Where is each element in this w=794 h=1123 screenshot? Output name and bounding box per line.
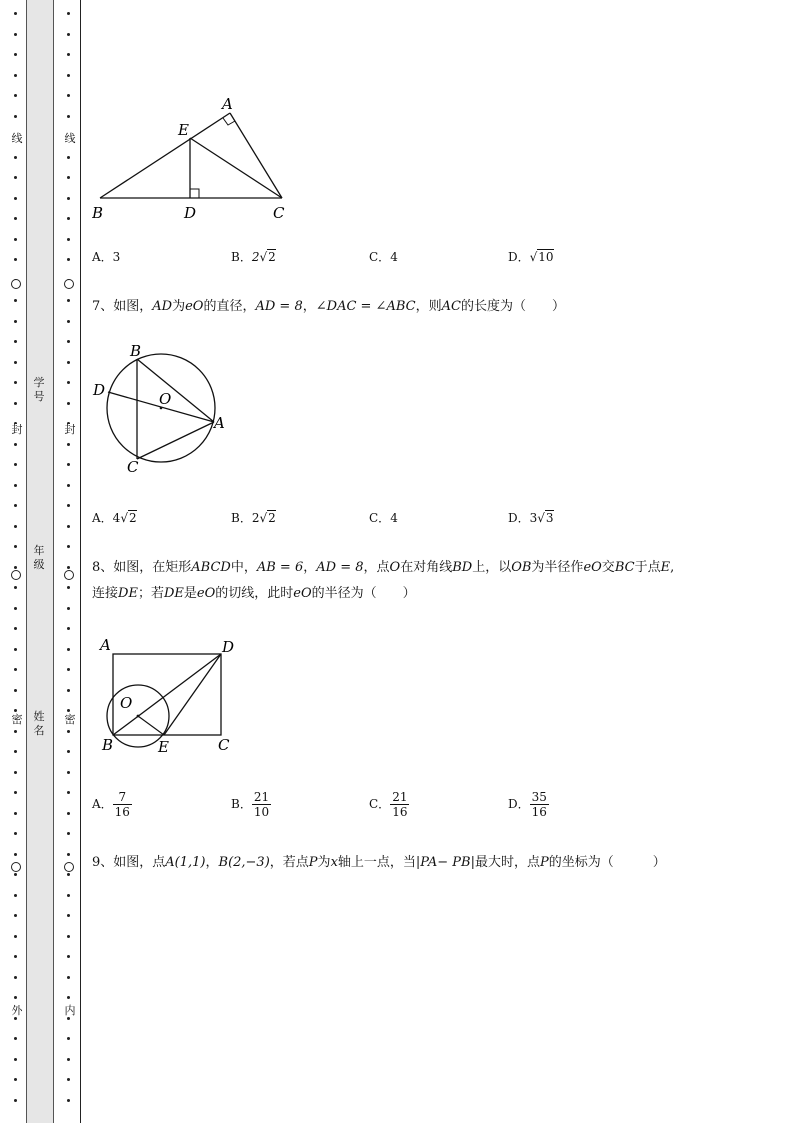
rail-dot: [67, 873, 70, 876]
q8-options: [92, 790, 732, 826]
rail-circle: [11, 279, 21, 289]
q8-option-c[interactable]: C． $\frac{21}{16}$: [369, 790, 408, 819]
rail-dot: [14, 832, 17, 835]
rail-dot: [14, 750, 17, 753]
rail-label-wai: 外: [11, 1004, 23, 1017]
rail-dot: [14, 115, 17, 118]
q6-triangle-figure: [92, 92, 302, 227]
rail-dot: [14, 545, 17, 548]
rail-dot: [67, 443, 70, 446]
rail-dot: [67, 648, 70, 651]
rail-dot: [14, 320, 17, 323]
rail-dot: [67, 504, 70, 507]
rail-dot: [14, 156, 17, 159]
rail-dot: [14, 771, 17, 774]
rail-dot: [67, 115, 70, 118]
q6-option-c[interactable]: C．4: [369, 250, 398, 264]
q8-stem-line1: 8、如图，在矩形ABCD中，AB = 6，AD = 8，点O在对角线BD上，以OB为半径作eO交BC于点E,: [92, 560, 675, 575]
student-id-label: 学号: [33, 376, 45, 403]
rail-dot: [67, 853, 70, 856]
rail-dot: [14, 484, 17, 487]
rail-dot: [14, 299, 17, 302]
q8-stem-line2: 连接DE；若DE是eO的切线，此时eO的半径为（ ）: [92, 586, 416, 601]
q7-label-a: A: [214, 414, 225, 432]
rail-dot: [67, 668, 70, 671]
rail-dot: [14, 709, 17, 712]
rail-dot: [67, 1078, 70, 1081]
margin-rule: [80, 0, 81, 1123]
rail-dot: [67, 217, 70, 220]
q7-label-b: B: [130, 342, 142, 360]
rail-dot: [67, 238, 70, 241]
rail-dot: [14, 74, 17, 77]
q8-label-e: E: [158, 738, 169, 756]
rail-dot: [67, 566, 70, 569]
rail-dot: [67, 730, 70, 733]
rail-dot: [67, 914, 70, 917]
rail-dot: [14, 504, 17, 507]
q8-rectangle-figure: [92, 632, 242, 760]
rail-dot: [67, 94, 70, 97]
rail-dot: [14, 238, 17, 241]
rail-circle: [64, 570, 74, 580]
rail-dot: [67, 607, 70, 610]
rail-dot: [67, 689, 70, 692]
rail-dot: [67, 258, 70, 261]
rail-dot: [14, 996, 17, 999]
rail-circle: [11, 862, 21, 872]
rail-dot: [67, 53, 70, 56]
rail-label-mi: 密: [64, 713, 76, 726]
q7-label-o: O: [159, 390, 172, 408]
q8-option-a[interactable]: A． $\frac{7}{16}$: [92, 790, 130, 819]
rail-dot: [67, 361, 70, 364]
q7-label-d: D: [93, 381, 106, 399]
rail-dot: [67, 1037, 70, 1040]
q7-options: [92, 509, 732, 533]
rail-dot: [67, 791, 70, 794]
left-dotted-rail: [11, 0, 21, 1123]
q6-options: [92, 248, 732, 272]
rail-dot: [14, 12, 17, 15]
q6-label-e: E: [178, 121, 189, 139]
rail-dot: [14, 976, 17, 979]
q8-label-c: C: [218, 736, 230, 754]
rail-dot: [67, 1058, 70, 1061]
rail-dot: [67, 74, 70, 77]
rail-dot: [14, 791, 17, 794]
rail-dot: [67, 381, 70, 384]
rail-dot: [14, 1099, 17, 1102]
rail-dot: [14, 853, 17, 856]
rail-dot: [67, 586, 70, 589]
q6-option-a[interactable]: A．3: [92, 250, 121, 264]
rail-dot: [14, 935, 17, 938]
rail-dot: [14, 53, 17, 56]
rail-dot: [14, 668, 17, 671]
rail-dot: [67, 1099, 70, 1102]
q7-label-c: C: [127, 458, 139, 476]
q8-label-b: B: [102, 736, 114, 754]
name-label: 姓名: [33, 710, 45, 737]
rail-label-feng: 封: [11, 423, 23, 436]
q7-option-c[interactable]: C．4: [369, 511, 398, 525]
rail-dot: [14, 33, 17, 36]
rail-dot: [14, 197, 17, 200]
q7-stem: 7、如图，AD为eO的直径，AD = 8，∠DAC = ∠ABC，则AC的长度为（ ）: [92, 299, 565, 314]
rail-dot: [67, 463, 70, 466]
rail-dot: [67, 976, 70, 979]
rail-dot: [67, 545, 70, 548]
rail-dot: [14, 1037, 17, 1040]
rail-dot: [14, 525, 17, 528]
q9-stem: 9、如图，点A(1,1)，B(2,−3)，若点P为x轴上一点，当|PA− PB|最大时，点P的坐标为（ ）: [92, 855, 666, 870]
q8-label-d: D: [222, 638, 235, 656]
q6-label-b: B: [92, 204, 104, 222]
rail-dot: [14, 586, 17, 589]
rail-dot: [14, 402, 17, 405]
rail-dot: [14, 176, 17, 179]
q8-label-a: A: [100, 636, 111, 654]
rail-dot: [67, 996, 70, 999]
right-dotted-rail: [64, 0, 74, 1123]
rail-circle: [64, 279, 74, 289]
rail-dot: [14, 955, 17, 958]
binding-margin: [0, 0, 82, 1123]
rail-dot: [67, 156, 70, 159]
rail-dot: [67, 320, 70, 323]
rail-label-nei: 内: [64, 1004, 76, 1017]
grade-label: 年级: [33, 544, 45, 571]
q8-label-o: O: [120, 694, 133, 712]
rail-dot: [67, 176, 70, 179]
rail-dot: [67, 33, 70, 36]
rail-dot: [14, 463, 17, 466]
q6-label-c: C: [273, 204, 285, 222]
rail-dot: [14, 812, 17, 815]
rail-circle: [64, 862, 74, 872]
rail-label-xian: 线: [64, 132, 76, 145]
rail-dot: [14, 94, 17, 97]
rail-dot: [67, 935, 70, 938]
rail-dot: [14, 381, 17, 384]
q7-option-a[interactable]: A．4√2: [92, 511, 137, 525]
q7-option-d[interactable]: D．3√3: [508, 511, 554, 525]
q6-option-b[interactable]: B．2√2: [231, 250, 276, 264]
q7-circle-figure: [92, 340, 232, 478]
rail-dot: [14, 627, 17, 630]
rail-circle: [11, 570, 21, 580]
rail-dot: [14, 217, 17, 220]
rail-label-xian: 线: [11, 132, 23, 145]
rail-label-mi: 密: [11, 713, 23, 726]
rail-dot: [67, 484, 70, 487]
rail-dot: [14, 566, 17, 569]
rail-dot: [14, 607, 17, 610]
rail-dot: [14, 894, 17, 897]
rail-dot: [67, 894, 70, 897]
rail-dot: [67, 402, 70, 405]
rail-dot: [67, 955, 70, 958]
rail-dot: [67, 832, 70, 835]
rail-dot: [67, 750, 70, 753]
q6-option-d[interactable]: D．√10: [508, 250, 554, 264]
q6-label-d: D: [184, 204, 197, 222]
rail-dot: [67, 299, 70, 302]
rail-dot: [14, 648, 17, 651]
rail-dot: [67, 525, 70, 528]
rail-dot: [67, 627, 70, 630]
rail-dot: [67, 771, 70, 774]
rail-label-feng: 封: [64, 423, 76, 436]
q8-option-b[interactable]: B． $\frac{21}{10}$: [231, 790, 270, 819]
exam-content: [92, 0, 782, 1123]
rail-dot: [14, 443, 17, 446]
rail-dot: [14, 873, 17, 876]
rail-dot: [14, 730, 17, 733]
q7-option-b[interactable]: B．2√2: [231, 511, 276, 525]
rail-dot: [14, 340, 17, 343]
rail-dot: [67, 12, 70, 15]
rail-dot: [67, 812, 70, 815]
rail-dot: [14, 258, 17, 261]
rail-dot: [14, 361, 17, 364]
rail-dot: [14, 914, 17, 917]
rail-dot: [14, 1058, 17, 1061]
rail-dot: [67, 197, 70, 200]
rail-dot: [67, 709, 70, 712]
q6-label-a: A: [222, 95, 233, 113]
rail-dot: [67, 340, 70, 343]
rail-dot: [14, 1078, 17, 1081]
rail-dot: [14, 689, 17, 692]
q8-option-d[interactable]: D． $\frac{35}{16}$: [508, 790, 547, 819]
